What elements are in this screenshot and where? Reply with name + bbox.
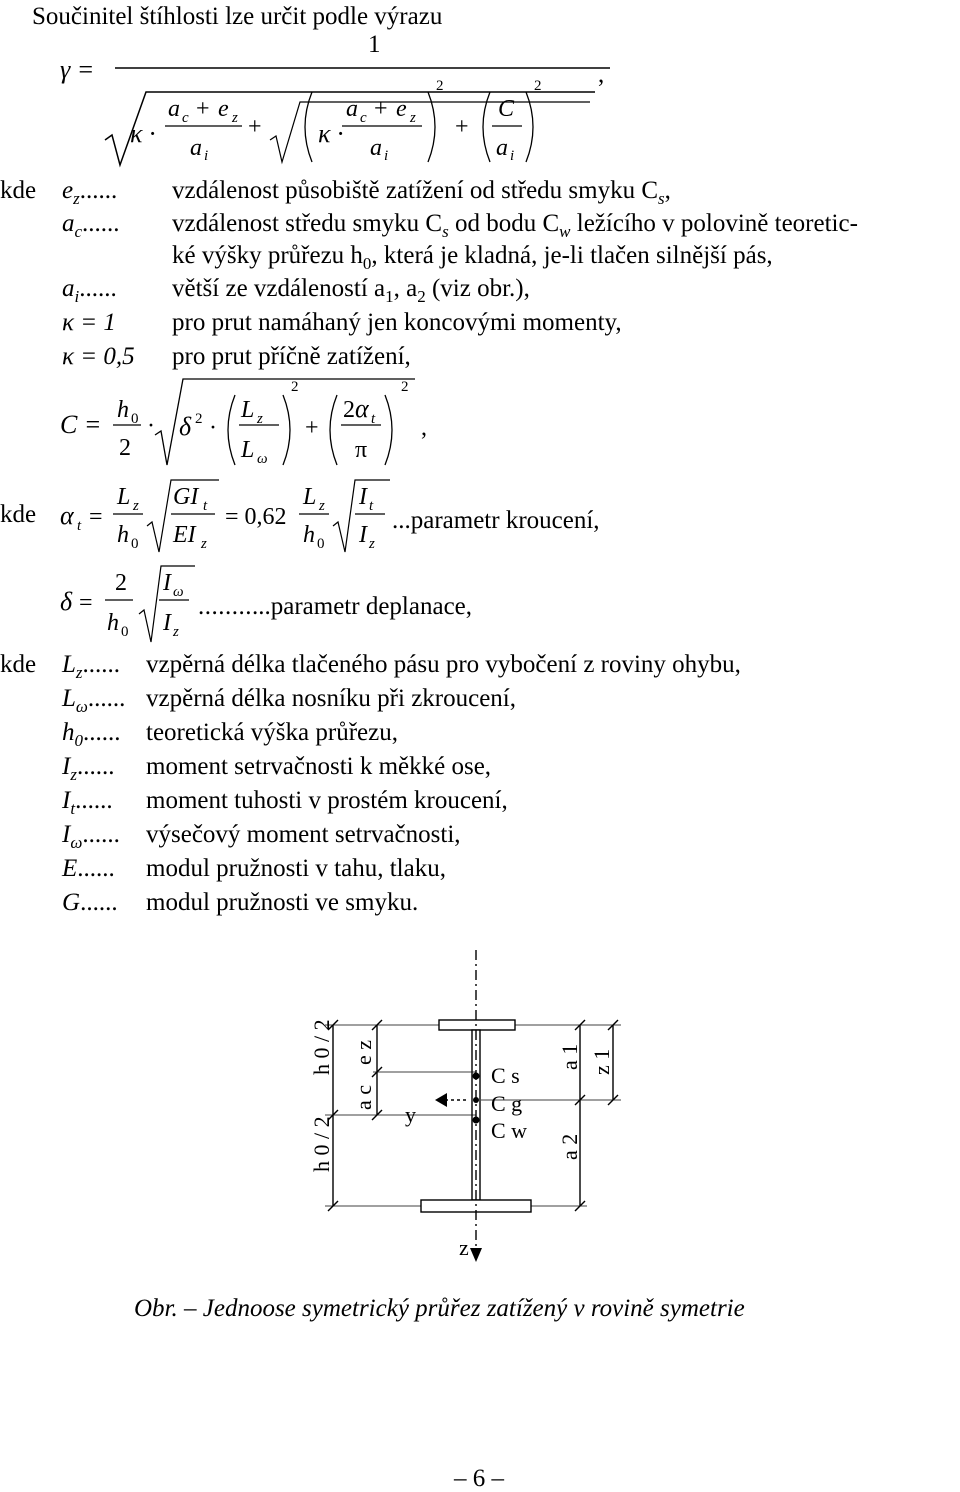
kde-label-3: kde	[0, 651, 37, 678]
def-text: teoretická výška průřezu,	[146, 719, 398, 746]
def-symbol: $I_t$......	[62, 787, 113, 818]
svg-text:= 0,62: = 0,62	[225, 504, 287, 530]
def-text: výsečový moment setrvačnosti,	[146, 821, 461, 848]
svg-text:L: L	[241, 437, 255, 463]
svg-text:h: h	[117, 522, 129, 548]
svg-text:a: a	[190, 135, 202, 161]
svg-text:L: L	[117, 484, 131, 510]
def-ez: $e_z$......	[62, 177, 118, 208]
svg-text:e: e	[218, 96, 229, 122]
def-symbol: G......	[62, 889, 118, 916]
svg-text:κ ·: κ ·	[318, 119, 344, 148]
gamma-formula	[50, 30, 610, 170]
svg-text:I: I	[163, 570, 171, 596]
svg-text:,: ,	[598, 61, 605, 88]
svg-text:a: a	[496, 135, 508, 161]
label-z: z	[459, 1235, 469, 1260]
def-ac-cont: ké výšky průřezu $h_0$, která je kladná, je-li tlačen silnější pás,	[172, 242, 773, 273]
svg-text:2: 2	[115, 570, 127, 596]
def-ez-text: vzdálenost působiště zatížení od středu smyku $C_s$,	[172, 177, 671, 208]
label-ac: a c	[351, 1084, 376, 1110]
label-a1: a 1	[557, 1043, 582, 1070]
gamma-lhs: γ =	[60, 55, 95, 84]
svg-text:i: i	[510, 148, 515, 164]
def-text: vzpěrná délka tlačeného pásu pro vybočení z roviny ohybu,	[146, 651, 741, 678]
svg-text:·: ·	[209, 415, 217, 441]
svg-text:z: z	[369, 536, 375, 552]
svg-text:C =: C =	[60, 410, 102, 439]
label-h0-half-top: h 0 / 2	[309, 1019, 334, 1075]
svg-text:0: 0	[131, 536, 139, 552]
svg-text:z: z	[201, 536, 207, 552]
label-cg: C g	[491, 1091, 523, 1116]
svg-text:z: z	[319, 498, 325, 514]
svg-text:α: α	[60, 501, 74, 530]
svg-text:e: e	[396, 96, 407, 122]
svg-text:ω: ω	[173, 584, 184, 600]
svg-text:h: h	[107, 610, 119, 636]
def-ac: $a_c$......	[62, 210, 120, 241]
svg-text:0: 0	[317, 536, 325, 552]
svg-text:h: h	[303, 522, 315, 548]
cross-section-figure	[295, 950, 675, 1275]
svg-text:c: c	[360, 110, 367, 126]
label-cs: C s	[491, 1063, 520, 1088]
svg-text:a: a	[346, 96, 358, 122]
kappa1-text: pro prut namáhaný jen koncovými momenty,	[172, 309, 622, 336]
svg-text:2: 2	[343, 397, 355, 423]
def-text: moment setrvačnosti k měkké ose,	[146, 753, 492, 780]
def-ai-text: větší ze vzdáleností $a_1$, $a_2$ (viz obr.),	[172, 275, 530, 306]
svg-text:h: h	[117, 397, 129, 423]
kappa2-lhs: κ = 0,5	[62, 343, 135, 370]
svg-text:I: I	[359, 484, 367, 510]
svg-text:2: 2	[195, 411, 203, 427]
kde-label-1: kde	[0, 177, 37, 204]
svg-text:i: i	[204, 148, 209, 164]
svg-text:π: π	[355, 437, 368, 463]
figure-caption: Obr. – Jednoose symetrický průřez zatížený v rovině symetrie	[134, 1295, 745, 1322]
svg-text:,: ,	[421, 415, 427, 441]
svg-text:t: t	[77, 518, 82, 534]
svg-text:I: I	[163, 610, 171, 636]
svg-text:z: z	[410, 110, 416, 126]
svg-text:+: +	[455, 114, 469, 140]
svg-text:GI: GI	[173, 484, 199, 510]
svg-text:·: ·	[147, 413, 155, 439]
svg-text:2: 2	[291, 379, 299, 395]
def-symbol: E......	[62, 855, 115, 882]
def-ai: $a_i$......	[62, 275, 117, 306]
kappa1-lhs: κ = 1	[62, 309, 116, 336]
svg-text:z: z	[133, 498, 139, 514]
svg-text:EI: EI	[173, 522, 196, 548]
svg-text:2: 2	[436, 78, 444, 94]
def-text: vzpěrná délka nosníku při zkroucení,	[146, 685, 517, 712]
def-ac-text: vzdálenost středu smyku $C_s$ od bodu $C_w$ ležícího v polovině teoretic-	[172, 210, 858, 241]
label-y: y	[405, 1102, 416, 1127]
svg-text:C: C	[498, 96, 515, 122]
def-text: moment tuhosti v prostém kroucení,	[146, 787, 508, 814]
svg-text:L: L	[303, 484, 317, 510]
svg-text:2: 2	[401, 379, 409, 395]
label-ez: e z	[351, 1039, 376, 1065]
svg-text:α: α	[355, 394, 369, 423]
def-text: modul pružnosti ve smyku.	[146, 889, 419, 916]
label-a2: a 2	[557, 1133, 582, 1160]
svg-text:a: a	[168, 96, 180, 122]
svg-text:z: z	[173, 624, 179, 640]
intro-text: Součinitel štíhlosti lze určit podle výrazu	[32, 3, 443, 30]
svg-text:+: +	[196, 96, 210, 122]
delta-note: ...........parametr deplanace,	[198, 593, 473, 620]
svg-text:=: =	[89, 504, 103, 530]
label-cw: C w	[491, 1118, 528, 1143]
alpha-note: ...parametr kroucení,	[392, 507, 600, 534]
svg-text:2: 2	[534, 78, 542, 94]
svg-text:δ: δ	[60, 587, 73, 616]
svg-text:2: 2	[119, 435, 131, 461]
svg-text:z: z	[232, 110, 238, 126]
svg-text:L: L	[241, 397, 255, 423]
def-symbol: $h_0$......	[62, 719, 121, 750]
label-h0-half-bottom: h 0 / 2	[309, 1116, 334, 1172]
svg-text:0: 0	[121, 624, 129, 640]
svg-text:+: +	[248, 114, 262, 140]
page-number: – 6 –	[454, 1465, 504, 1492]
svg-text:t: t	[371, 411, 376, 427]
svg-text:ω: ω	[257, 451, 268, 467]
kappa2-text: pro prut příčně zatížení,	[172, 343, 411, 370]
def-symbol: $L_\omega$......	[62, 685, 126, 716]
def-text: modul pružnosti v tahu, tlaku,	[146, 855, 446, 882]
svg-text:z: z	[257, 411, 263, 427]
svg-text:c: c	[182, 110, 189, 126]
def-symbol: $I_z$......	[62, 753, 115, 784]
svg-text:I: I	[359, 522, 367, 548]
svg-text:i: i	[384, 148, 389, 164]
svg-text:δ: δ	[179, 412, 192, 441]
svg-text:a: a	[370, 135, 382, 161]
def-symbol: $L_z$......	[62, 651, 121, 682]
svg-text:t: t	[203, 498, 208, 514]
svg-text:κ ·: κ ·	[130, 119, 156, 148]
svg-text:=: =	[79, 590, 93, 616]
gamma-numerator: 1	[368, 31, 381, 58]
svg-text:0: 0	[131, 411, 139, 427]
c-formula	[55, 375, 455, 475]
svg-text:t: t	[369, 498, 374, 514]
def-symbol: $I_\omega$......	[62, 821, 120, 852]
svg-text:+: +	[305, 415, 319, 441]
label-z1: z 1	[589, 1048, 614, 1075]
kde-label-2: kde	[0, 501, 37, 528]
svg-text:+: +	[374, 96, 388, 122]
